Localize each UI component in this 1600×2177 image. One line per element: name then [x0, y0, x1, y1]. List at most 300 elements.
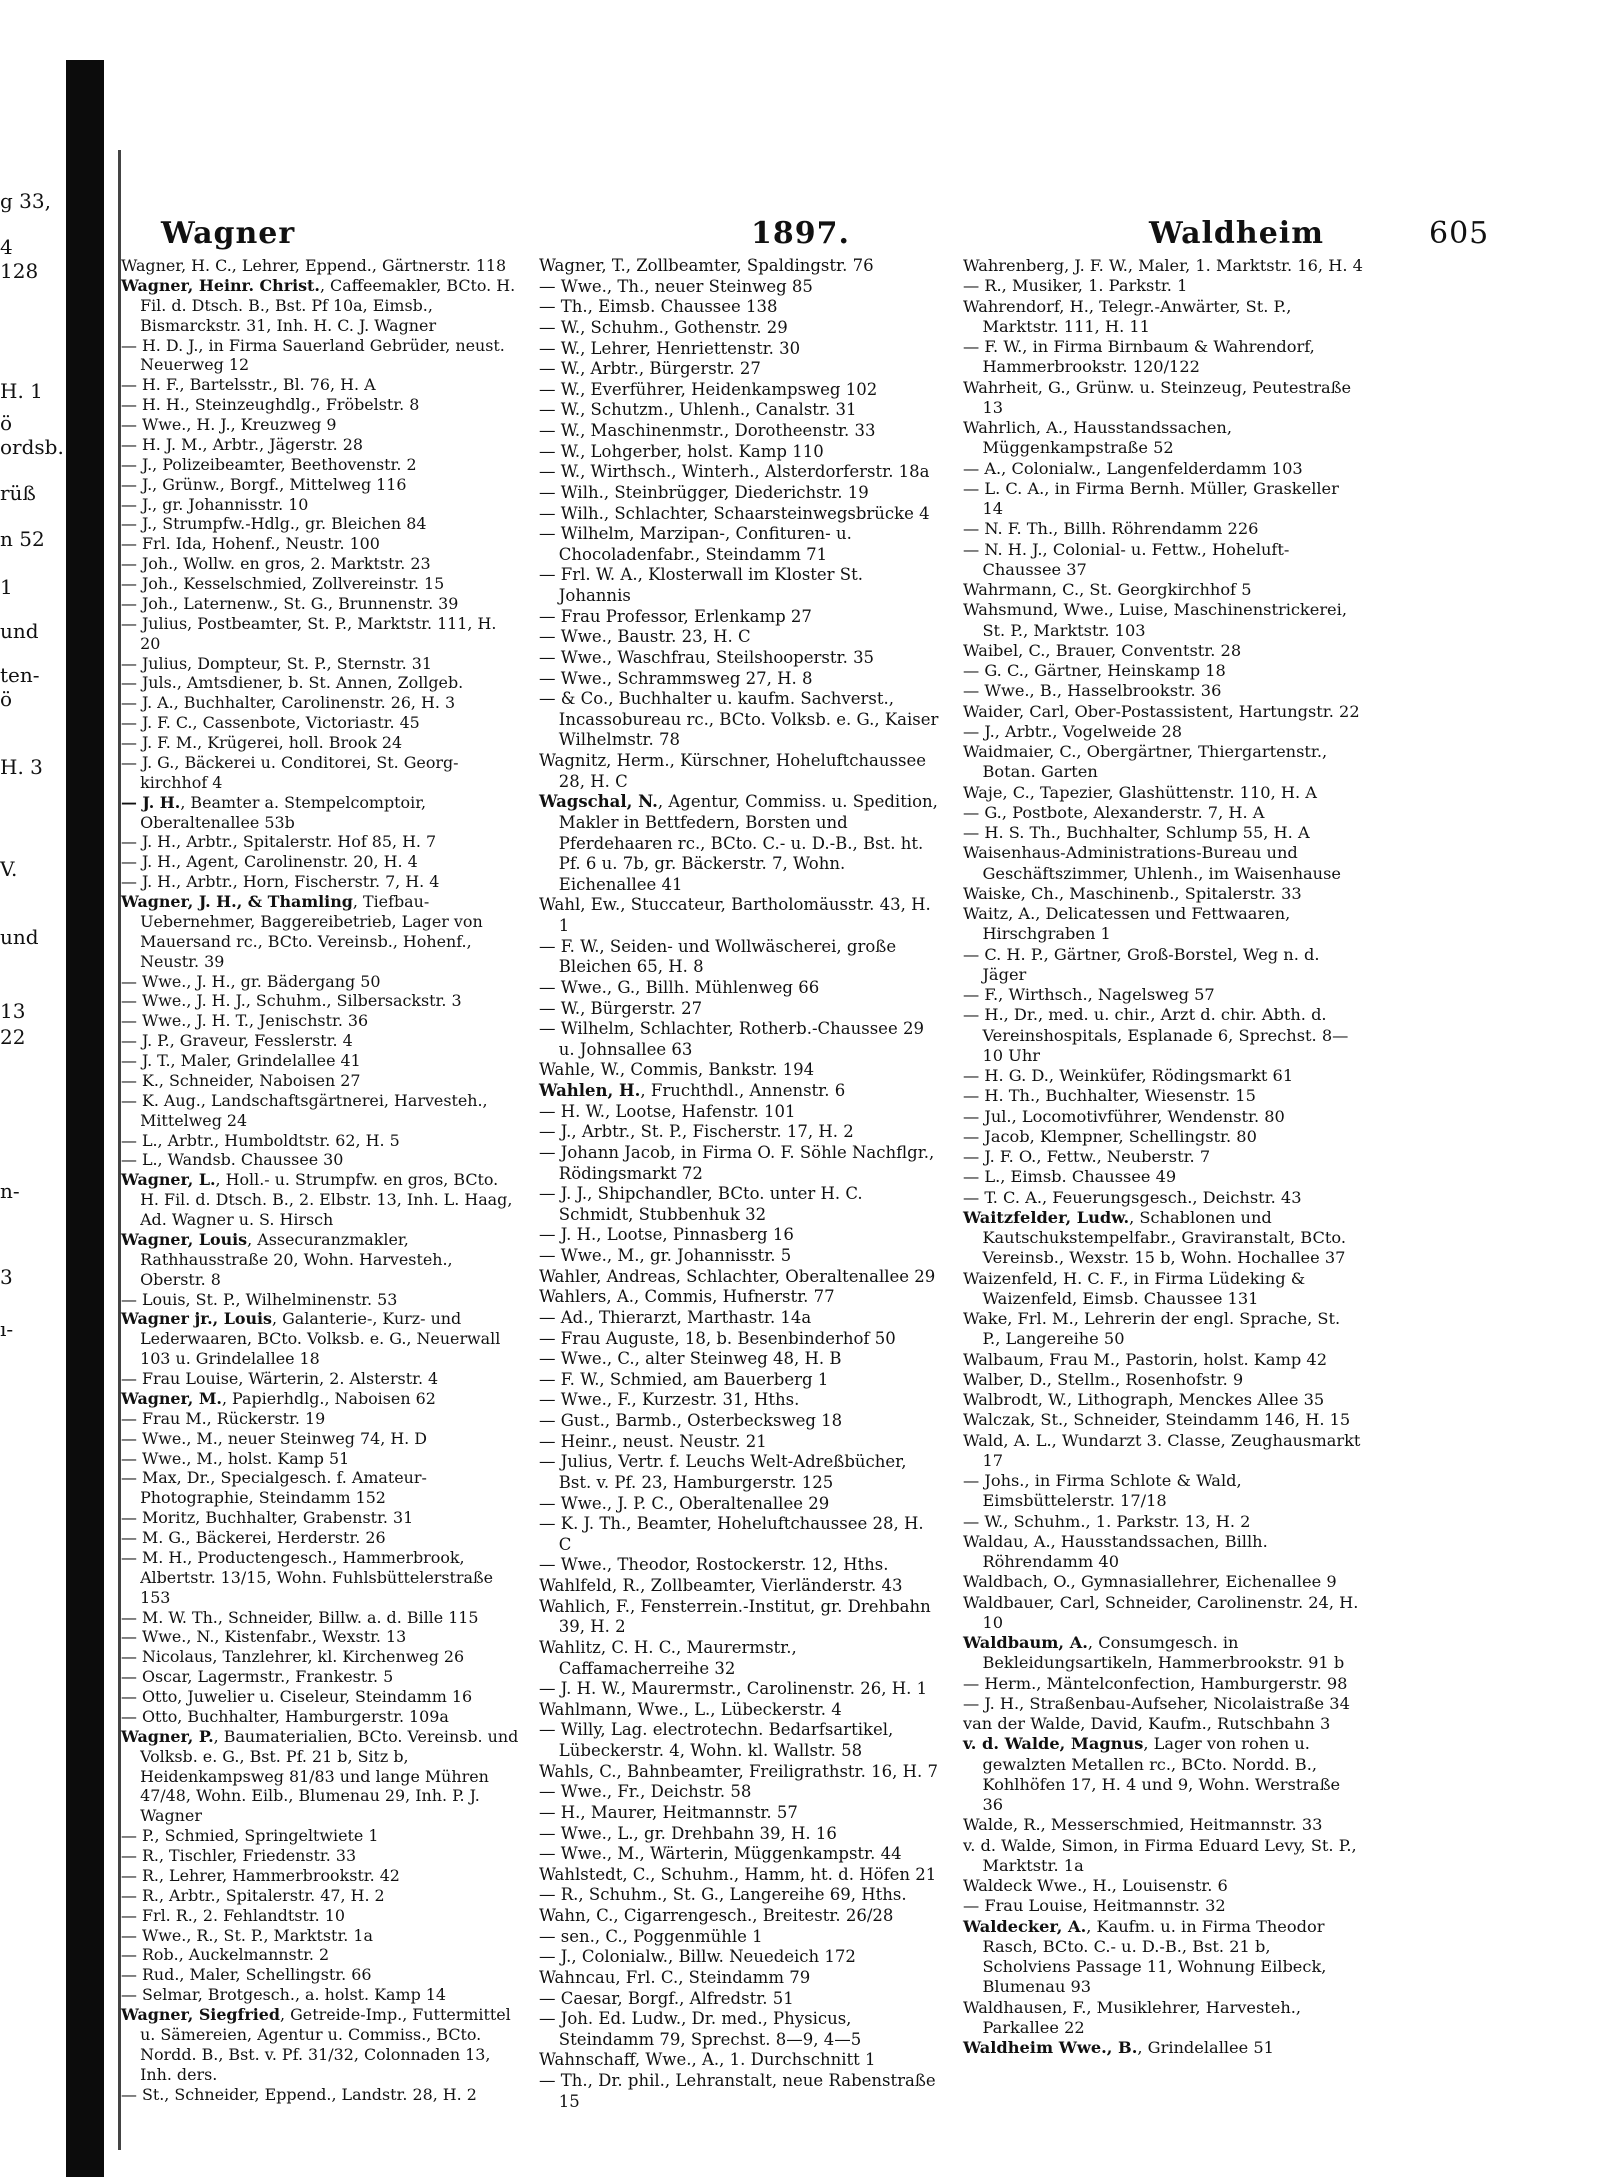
entry-text: , Holl.- u. Strumpfw. en gros, BCto. H. Fil. d. Dtsch. B., 2. Elbstr. 13, Inh. L. Haag, Ad. Wagner u. S. Hirsch [140, 1170, 513, 1229]
directory-entry [539, 1308, 939, 1329]
directory-entry [539, 1432, 939, 1453]
directory-entry [539, 627, 939, 648]
entry-text: — Wilh., Steinbrügger, Diederichstr. 19 [539, 482, 869, 502]
directory-entry [963, 884, 1363, 904]
entry-text: Waje, C., Tapezier, Glashüttenstr. 110, H. A [963, 782, 1317, 802]
entry-name: Waldheim Wwe., B. [963, 2038, 1138, 2057]
entry-text: — W., Schuhm., 1. Parkstr. 13, H. 2 [963, 1511, 1251, 1531]
entry-name: Waldecker, A. [963, 1916, 1087, 1936]
directory-entry [121, 1429, 521, 1449]
directory-entry [121, 1906, 521, 1926]
entry-text: — H. W., Lootse, Hafenstr. 101 [539, 1101, 796, 1121]
directory-entry [539, 1597, 939, 1638]
directory-entry [963, 600, 1363, 641]
entry-text: — J., Colonialw., Billw. Neuedeich 172 [539, 1947, 856, 1967]
entry-text: — G. C., Gärtner, Heinskamp 18 [963, 661, 1226, 680]
directory-entry [121, 991, 521, 1011]
directory-entry [539, 999, 939, 1020]
entry-text: — J., Grünw., Borgf., Mittelweg 116 [121, 474, 407, 494]
entry-text: — M. H., Productengesch., Hammerbrook, Albertstr. 13/15, Wohn. Fuhlsbüttelerstraße 153 [121, 1547, 493, 1607]
entry-text: — H., Maurer, Heitmannstr. 57 [539, 1802, 798, 1822]
entry-text: Wahsmund, Wwe., Luise, Maschinenstrickerei, St. P., Marktstr. 103 [963, 600, 1347, 640]
directory-entry [121, 1727, 521, 1826]
prev-page-fragment: 128 [0, 259, 39, 283]
directory-entry [963, 1086, 1363, 1106]
entry-text: — G., Postbote, Alexanderstr. 7, H. A [963, 802, 1265, 822]
entry-text: Walczak, St., Schneider, Steindamm 146, H. 15 [963, 1410, 1351, 1430]
entry-text: — Heinr., neust. Neustr. 21 [539, 1431, 767, 1451]
directory-entry [121, 534, 521, 554]
entry-text: Wahrendorf, H., Telegr.-Anwärter, St. P., Marktstr. 111, H. 11 [963, 296, 1292, 336]
entry-text: Wahrheit, G., Grünw. u. Steinzeug, Peutestraße 13 [963, 377, 1352, 417]
directory-entry [539, 689, 939, 751]
prev-page-fragment: ten- [0, 663, 40, 687]
directory-entry [963, 1876, 1363, 1896]
entry-text: — Otto, Buchhalter, Hamburgerstr. 109a [121, 1706, 449, 1726]
directory-entry [963, 1107, 1363, 1127]
directory-entry [963, 1167, 1363, 1187]
directory-entry [539, 978, 939, 999]
entry-text: — St., Schneider, Eppend., Landstr. 28, H. 2 [121, 2084, 477, 2104]
directory-entry [539, 359, 939, 380]
entry-text: — Herm., Mäntelconfection, Hamburgerstr. 98 [963, 1673, 1348, 1693]
entry-text: — H. G. D., Weinküfer, Rödingsmarkt 61 [963, 1066, 1294, 1085]
directory-entry [963, 1572, 1363, 1592]
entry-text: — R., Arbtr., Spitalerstr. 47, H. 2 [121, 1885, 385, 1905]
directory-entry [963, 378, 1363, 419]
entry-text: — H. H., Steinzeughdlg., Fröbelstr. 8 [121, 395, 420, 415]
directory-entry [539, 648, 939, 669]
entry-text: — Frau Professor, Erlenkamp 27 [539, 606, 812, 626]
directory-entry [963, 519, 1363, 539]
entry-text: Wahncau, Frl. C., Steindamm 79 [539, 1967, 811, 1987]
directory-entry [121, 1667, 521, 1687]
directory-entry [963, 985, 1363, 1005]
entry-text: — W., Lohgerber, holst. Kamp 110 [539, 441, 824, 461]
entry-text: — J., gr. Johannisstr. 10 [121, 494, 309, 514]
directory-entry [539, 1844, 939, 1865]
directory-entry [121, 1468, 521, 1508]
directory-entry [539, 1287, 939, 1308]
entry-text: — Rob., Auckelmannstr. 2 [121, 1945, 330, 1965]
directory-entry [539, 1782, 939, 1803]
page-number: 605 [1429, 216, 1490, 251]
entry-text: — Frl. R., 2. Fehlandtstr. 10 [121, 1905, 345, 1925]
entry-text: Wagner, T., Zollbeamter, Spaldingstr. 76 [539, 256, 874, 275]
directory-entry [121, 1230, 521, 1290]
entry-text: — Wwe., M., neuer Steinweg 74, H. D [121, 1428, 428, 1448]
directory-entry [121, 1627, 521, 1647]
directory-entry [539, 256, 939, 277]
directory-entry [963, 1005, 1363, 1066]
column-1 [121, 256, 521, 2104]
entry-text: — Wwe., R., St. P., Marktstr. 1a [121, 1925, 373, 1945]
entry-text: — Wwe., H. J., Kreuzweg 9 [121, 415, 337, 434]
entry-text: — M. W. Th., Schneider, Billw. a. d. Bille 115 [121, 1607, 479, 1627]
entry-text: Walde, R., Messerschmied, Heitmannstr. 33 [963, 1815, 1323, 1835]
entry-text: — H. S. Th., Buchhalter, Schlump 55, H. A [963, 823, 1310, 842]
entry-text: — Wwe., M., holst. Kamp 51 [121, 1448, 350, 1468]
directory-entry [121, 1449, 521, 1469]
entry-text: , Agentur, Commiss. u. Spedition, Makler in Bettfedern, Borsten und Pferdehaaren rc., BCto. C.- u. D.-B., Bst. ht. Pf. 6 u. 7b, gr. Bäckerstr. 7, Wohn. Eichenallee 41 [558, 792, 938, 894]
entry-text: — Wwe., Waschfrau, Steilshooperstr. 35 [539, 647, 875, 667]
entry-text: — Johs., in Firma Schlote & Wald, Eimsbüttelerstr. 17/18 [963, 1471, 1242, 1511]
directory-entry [963, 1471, 1363, 1512]
directory-entry [121, 1945, 521, 1965]
entry-text: — Willy, Lag. electrotechn. Bedarfsartikel, Lübeckerstr. 4, Wohn. kl. Wallstr. 58 [539, 1720, 894, 1760]
directory-entry [121, 1846, 521, 1866]
entry-text: Walber, D., Stellm., Rosenhofstr. 9 [963, 1369, 1244, 1389]
entry-text: Wahnschaff, Wwe., A., 1. Durchschnitt 1 [539, 2050, 876, 2070]
entry-text: — J. P., Graveur, Fesslerstr. 4 [121, 1031, 353, 1051]
entry-text: — Nicolaus, Tanzlehrer, kl. Kirchenweg 26 [121, 1647, 465, 1667]
entry-text: — W., Schutzm., Uhlenh., Canalstr. 31 [539, 400, 857, 420]
directory-entry [963, 1734, 1363, 1815]
entry-text: Waidmaier, C., Obergärtner, Thiergartenstr., Botan. Garten [963, 742, 1328, 782]
entry-name: Wagner, M. [121, 1388, 222, 1408]
entry-text: — Wwe., N., Kistenfabr., Wexstr. 13 [121, 1627, 407, 1647]
directory-entry [539, 1267, 939, 1288]
prev-page-fragment: V. [0, 857, 18, 881]
entry-text: — Max, Dr., Specialgesch. f. Amateur-Photographie, Steindamm 152 [121, 1468, 427, 1508]
directory-entry [121, 1826, 521, 1846]
directory-entry [121, 1170, 521, 1230]
directory-entry [963, 681, 1363, 701]
directory-entry [121, 654, 521, 674]
entry-text: Wahlmann, Wwe., L., Lübeckerstr. 4 [539, 1699, 842, 1719]
directory-entry [121, 693, 521, 713]
directory-entry [963, 297, 1363, 338]
directory-entry [121, 1071, 521, 1091]
entry-text: — Wwe., J. H. T., Jenischstr. 36 [121, 1011, 369, 1031]
entry-text: — R., Tischler, Friedenstr. 33 [121, 1846, 357, 1865]
entry-text: — Joh., Laternenw., St. G., Brunnenstr. 39 [121, 593, 459, 613]
entry-text: Wake, Frl. M., Lehrerin der engl. Sprache, St. P., Langereihe 50 [963, 1309, 1341, 1349]
prev-page-fragment: n- [0, 1179, 20, 1203]
directory-entry [121, 435, 521, 455]
directory-entry [539, 1246, 939, 1267]
directory-entry [539, 442, 939, 463]
directory-entry [121, 832, 521, 852]
entry-text: — Wwe., G., Billh. Mühlenweg 66 [539, 977, 820, 997]
prev-page-fragment: 22 [0, 1025, 26, 1049]
directory-entry [963, 1815, 1363, 1835]
directory-entry [539, 297, 939, 318]
directory-entry [963, 540, 1363, 581]
entry-text: — J. H., Agent, Carolinenstr. 20, H. 4 [121, 852, 418, 872]
directory-entry [121, 475, 521, 495]
entry-text: — Ad., Thierarzt, Marthastr. 14a [539, 1307, 812, 1327]
prev-page-fragment: ö [0, 411, 13, 435]
directory-entry [539, 669, 939, 690]
entry-text: Wahler, Andreas, Schlachter, Oberaltenallee 29 [539, 1266, 936, 1286]
directory-entry [963, 1532, 1363, 1573]
directory-entry [963, 803, 1363, 823]
entry-text: — H. D. J., in Firma Sauerland Gebrüder, neust. Neuerweg 12 [121, 335, 505, 375]
entry-text: — L., Eimsb. Chaussee 49 [963, 1167, 1177, 1187]
directory-entry [121, 276, 521, 336]
directory-entry [539, 751, 939, 792]
directory-entry [121, 1508, 521, 1528]
entry-name: Wahlen, H. [539, 1081, 641, 1100]
directory-entry [963, 783, 1363, 803]
entry-text: — Otto, Juwelier u. Ciseleur, Steindamm 16 [121, 1687, 473, 1706]
entry-text: — Frau Auguste, 18, b. Besenbinderhof 50 [539, 1328, 896, 1348]
directory-entry [963, 2038, 1363, 2058]
entry-text: — Wilhelm, Marzipan-, Confituren- u. Chocoladenfabr., Steindamm 71 [539, 524, 852, 564]
entry-name: — J. H. [121, 792, 181, 812]
entry-text: — Joh., Wollw. en gros, 2. Marktstr. 23 [121, 554, 431, 574]
prev-page-fragment: und [0, 925, 39, 949]
directory-page [118, 150, 1571, 2150]
directory-entry [539, 2050, 939, 2071]
directory-entry [963, 661, 1363, 681]
directory-entry [121, 1091, 521, 1131]
directory-entry [539, 1700, 939, 1721]
directory-entry [963, 1714, 1363, 1734]
directory-entry [539, 1803, 939, 1824]
entry-name: Wagner, J. H., & Thamling [121, 892, 353, 911]
entry-text: — R., Lehrer, Hammerbrookstr. 42 [121, 1865, 400, 1885]
directory-entry [121, 1290, 521, 1310]
entry-text: Wahrenberg, J. F. W., Maler, 1. Marktstr. 16, H. 4 [963, 256, 1363, 275]
entry-text: Wahrlich, A., Hausstandssachen, Müggenkampstraße 52 [963, 418, 1232, 458]
directory-entry [539, 400, 939, 421]
directory-entry [539, 483, 939, 504]
directory-entry [121, 514, 521, 534]
directory-entry [539, 1720, 939, 1761]
prev-page-fragment: 4 [0, 235, 13, 259]
entry-text: — J. F. C., Cassenbote, Victoriastr. 45 [121, 713, 420, 733]
entry-name: Wagschal, N. [539, 792, 658, 812]
prev-page-fragment: ı- [0, 1317, 14, 1341]
entry-text: — Frau Louise, Heitmannstr. 32 [963, 1896, 1226, 1916]
directory-entry [963, 479, 1363, 520]
directory-entry [963, 1208, 1363, 1269]
entry-text: — Wilhelm, Schlachter, Rotherb.-Chaussee 29 u. Johnsallee 63 [539, 1019, 924, 1059]
entry-text: — J., Arbtr., St. P., Fischerstr. 17, H. 2 [539, 1122, 854, 1142]
directory-entry [963, 1512, 1363, 1532]
directory-entry [963, 641, 1363, 661]
entry-text: — W., Bürgerstr. 27 [539, 998, 703, 1018]
directory-entry [539, 318, 939, 339]
directory-entry [963, 459, 1363, 479]
entry-text: — Wwe., M., Wärterin, Müggenkampstr. 44 [539, 1844, 902, 1864]
entry-text: Waider, Carl, Ober-Postassistent, Hartungstr. 22 [963, 701, 1360, 721]
directory-entry [963, 1309, 1363, 1350]
entry-text: — Louis, St. P., Wilhelminenstr. 53 [121, 1289, 398, 1309]
directory-entry [963, 702, 1363, 722]
prev-page-fragment: g 33, [0, 190, 51, 213]
book-binding-shadow [66, 60, 104, 2177]
prev-page-fragment: 3 [0, 1265, 13, 1289]
entry-text: — F., Wirthsch., Nagelsweg 57 [963, 985, 1215, 1004]
directory-entry [539, 1060, 939, 1081]
entry-text: — T. C. A., Feuerungsgesch., Deichstr. 43 [963, 1187, 1302, 1207]
directory-entry [539, 1947, 939, 1968]
entry-text: , Grindelallee 51 [1137, 2038, 1274, 2057]
directory-entry [539, 1019, 939, 1060]
prev-page-fragment: 1 [0, 575, 13, 599]
directory-entry [539, 1081, 939, 1102]
directory-entry [539, 792, 939, 895]
directory-entry [121, 673, 521, 693]
entry-text: — J., Polizeibeamter, Beethovenstr. 2 [121, 454, 417, 474]
entry-text: — W., Schuhm., Gothenstr. 29 [539, 317, 788, 337]
directory-entry [539, 1885, 939, 1906]
entry-text: — J. H., Arbtr., Spitalerstr. Hof 85, H. 7 [121, 832, 437, 852]
prev-page-fragment: n 52 [0, 527, 45, 551]
prev-page-fragment: ö [0, 687, 13, 711]
entry-text: — Gust., Barmb., Osterbecksweg 18 [539, 1411, 843, 1430]
directory-entry [963, 1370, 1363, 1390]
entry-text: Wagnitz, Herm., Kürschner, Hoheluftchaussee 28, H. C [539, 751, 926, 791]
entry-text: — Frl. Ida, Hohenf., Neustr. 100 [121, 534, 380, 554]
directory-entry [963, 1147, 1363, 1167]
entry-text: — Juls., Amtsdiener, b. St. Annen, Zollgeb. [121, 673, 464, 693]
directory-entry [121, 495, 521, 515]
column-3 [963, 256, 1363, 2058]
directory-entry [121, 2005, 521, 2085]
directory-entry [963, 337, 1363, 378]
entry-text: — C. H. P., Gärtner, Groß-Borstel, Weg n. d. Jäger [963, 944, 1320, 984]
directory-entry [963, 1593, 1363, 1634]
directory-entry [539, 1514, 939, 1555]
entry-text: — Frl. W. A., Klosterwall im Kloster St. Johannis [539, 565, 863, 605]
entry-text: — Wwe., Th., neuer Steinweg 85 [539, 276, 813, 296]
directory-entry [121, 1886, 521, 1906]
directory-entry [963, 742, 1363, 783]
directory-entry [121, 713, 521, 733]
entry-text: Waiske, Ch., Maschinenb., Spitalerstr. 33 [963, 883, 1302, 903]
entry-text: Waldau, A., Hausstandssachen, Billh. Röhrendamm 40 [963, 1531, 1268, 1571]
directory-entry [539, 1390, 939, 1411]
directory-entry [539, 1102, 939, 1123]
entry-name: Wagner jr., Louis [121, 1309, 273, 1329]
entry-text: , Assecuranzmakler, Rathhausstraße 20, Wohn. Harvesteh., Oberstr. 8 [140, 1229, 453, 1289]
prev-page-fragment: ordsb. [0, 435, 64, 459]
entry-text: — K. J. Th., Beamter, Hoheluftchaussee 28, H. C [539, 1514, 924, 1554]
column-2 [539, 256, 939, 2112]
entry-text: — Wwe., L., gr. Drehbahn 39, H. 16 [539, 1823, 837, 1843]
entry-text: Waldbach, O., Gymnasiallehrer, Eichenallee 9 [963, 1572, 1337, 1592]
directory-entry [539, 1865, 939, 1886]
entry-text: — Wwe., J. H. J., Schuhm., Silbersackstr. 3 [121, 991, 462, 1011]
entry-text: — J. F. O., Fettw., Neuberstr. 7 [963, 1147, 1211, 1166]
directory-entry [963, 1410, 1363, 1430]
directory-entry [539, 1679, 939, 1700]
directory-entry [121, 1548, 521, 1608]
entry-text: Wahls, C., Bahnbeamter, Freiligrathstr. 16, H. 7 [539, 1761, 938, 1781]
directory-entry [121, 1409, 521, 1429]
directory-entry [121, 733, 521, 753]
directory-entry [121, 872, 521, 892]
directory-entry [963, 1431, 1363, 1472]
directory-entry [121, 753, 521, 793]
directory-entry [539, 1122, 939, 1143]
directory-entry [539, 1349, 939, 1370]
entry-text: , Galanterie-, Kurz- und Lederwaaren, BCto. Volksb. e. G., Neuerwall 103 u. Grindelallee 18 [140, 1309, 501, 1369]
directory-entry [121, 1150, 521, 1170]
directory-entry [963, 1390, 1363, 1410]
directory-entry [539, 1762, 939, 1783]
entry-text: Wahlfeld, R., Zollbeamter, Vierländerstr. 43 [539, 1576, 903, 1595]
directory-entry [121, 336, 521, 376]
header-left: Wagner [161, 216, 296, 251]
entry-text: Walbrodt, W., Lithograph, Menckes Allee 35 [963, 1390, 1325, 1409]
directory-entry [539, 277, 939, 298]
entry-text: , Kaufm. u. in Firma Theodor Rasch, BCto. C.- u. D.-B., Bst. 21 b, Scholviens Passage 11, Wohnung Eilbeck, Blumenau 93 [982, 1916, 1327, 1997]
entry-text: — J. A., Buchhalter, Carolinenstr. 26, H. 3 [121, 693, 456, 713]
entry-text: — M. G., Bäckerei, Herderstr. 26 [121, 1528, 386, 1547]
prev-page-fragment: rüß [0, 481, 36, 505]
entry-text: Walbaum, Frau M., Pastorin, holst. Kamp 42 [963, 1349, 1327, 1369]
directory-entry [121, 256, 521, 276]
entry-text: Waisenhaus-Administrations-Bureau und Geschäftszimmer, Uhlenh., im Waisenhause [963, 843, 1341, 883]
entry-text: — Wwe., J. P. C., Oberaltenallee 29 [539, 1493, 830, 1513]
entry-text: — H. F., Bartelsstr., Bl. 76, H. A [121, 375, 376, 395]
directory-entry [121, 1687, 521, 1707]
directory-entry [539, 1927, 939, 1948]
prev-page-fragment: H. 3 [0, 755, 43, 779]
entry-text: Wahn, C., Cigarrengesch., Breitestr. 26/28 [539, 1906, 894, 1925]
directory-entry [963, 256, 1363, 276]
entry-name: Waitzfelder, Ludw. [963, 1207, 1130, 1227]
directory-entry [121, 594, 521, 614]
directory-entry [963, 843, 1363, 884]
directory-entry [963, 1269, 1363, 1310]
directory-entry [121, 2085, 521, 2105]
entry-text: , Consumgesch. in Bekleidungsartikeln, Hammerbrookstr. 91 b [982, 1633, 1345, 1673]
entry-text: — Selmar, Brotgesch., a. holst. Kamp 14 [121, 1985, 447, 2005]
directory-entry [963, 1127, 1363, 1147]
directory-entry [963, 1633, 1363, 1674]
entry-text: — K., Schneider, Naboisen 27 [121, 1070, 361, 1090]
directory-entry [539, 937, 939, 978]
entry-text: — Julius, Dompteur, St. P., Sternstr. 31 [121, 653, 432, 673]
entry-text: Wahlitz, C. H. C., Maurermstr., Caffamacherreihe 32 [539, 1637, 797, 1678]
entry-text: — Joh., Kesselschmied, Zollvereinstr. 15 [121, 574, 445, 593]
directory-entry [539, 1143, 939, 1184]
entry-text: — & Co., Buchhalter u. kaufm. Sachverst., Incassobureau rc., BCto. Volksb. e. G., Kaiser Wilhelmstr. 78 [539, 689, 939, 750]
entry-text: Wahrmann, C., St. Georgkirchhof 5 [963, 580, 1252, 599]
directory-entry [121, 1707, 521, 1727]
entry-text: — H., Dr., med. u. chir., Arzt d. chir. Abth. d. Vereinshospitals, Esplanade 6, Sprechst. 8—10 Uhr [963, 1005, 1349, 1065]
prev-page-fragment: H. 1 [0, 379, 43, 403]
directory-entry [963, 1917, 1363, 1998]
entry-text: , Fruchthdl., Annenstr. 6 [640, 1081, 846, 1100]
directory-entry [121, 1051, 521, 1071]
entry-text: Wald, A. L., Wundarzt 3. Classe, Zeughausmarkt 17 [963, 1430, 1361, 1470]
entry-text: — sen., C., Poggenmühle 1 [539, 1926, 763, 1946]
entry-text: Waizenfeld, H. C. F., in Firma Lüdeking & Waizenfeld, Eimsb. Chaussee 131 [963, 1268, 1306, 1308]
directory-entry [539, 1576, 939, 1597]
entry-text: — J., Strumpfw.-Hdlg., gr. Bleichen 84 [121, 514, 427, 534]
directory-entry [539, 421, 939, 442]
directory-entry [539, 524, 939, 565]
directory-entry [121, 1965, 521, 1985]
directory-entry [121, 1309, 521, 1369]
entry-text: — H. Th., Buchhalter, Wiesenstr. 15 [963, 1086, 1256, 1106]
directory-entry [121, 1926, 521, 1946]
entry-text: — F. W., in Firma Birnbaum & Wahrendorf, Hammerbrookstr. 120/122 [963, 337, 1315, 377]
directory-entry [121, 852, 521, 872]
entry-text: , Getreide-Imp., Futtermittel u. Sämereien, Agentur u. Commiss., BCto. Nordd. B., Bst. v. Pf. 31/32, Colonnaden 13, Inh. ders. [140, 2005, 511, 2084]
directory-entry [963, 1674, 1363, 1694]
directory-entry [121, 375, 521, 395]
entry-text: — Johann Jacob, in Firma O. F. Söhle Nachflgr., Rödingsmarkt 72 [539, 1142, 935, 1183]
entry-text: — Wwe., C., alter Steinweg 48, H. B [539, 1349, 842, 1369]
